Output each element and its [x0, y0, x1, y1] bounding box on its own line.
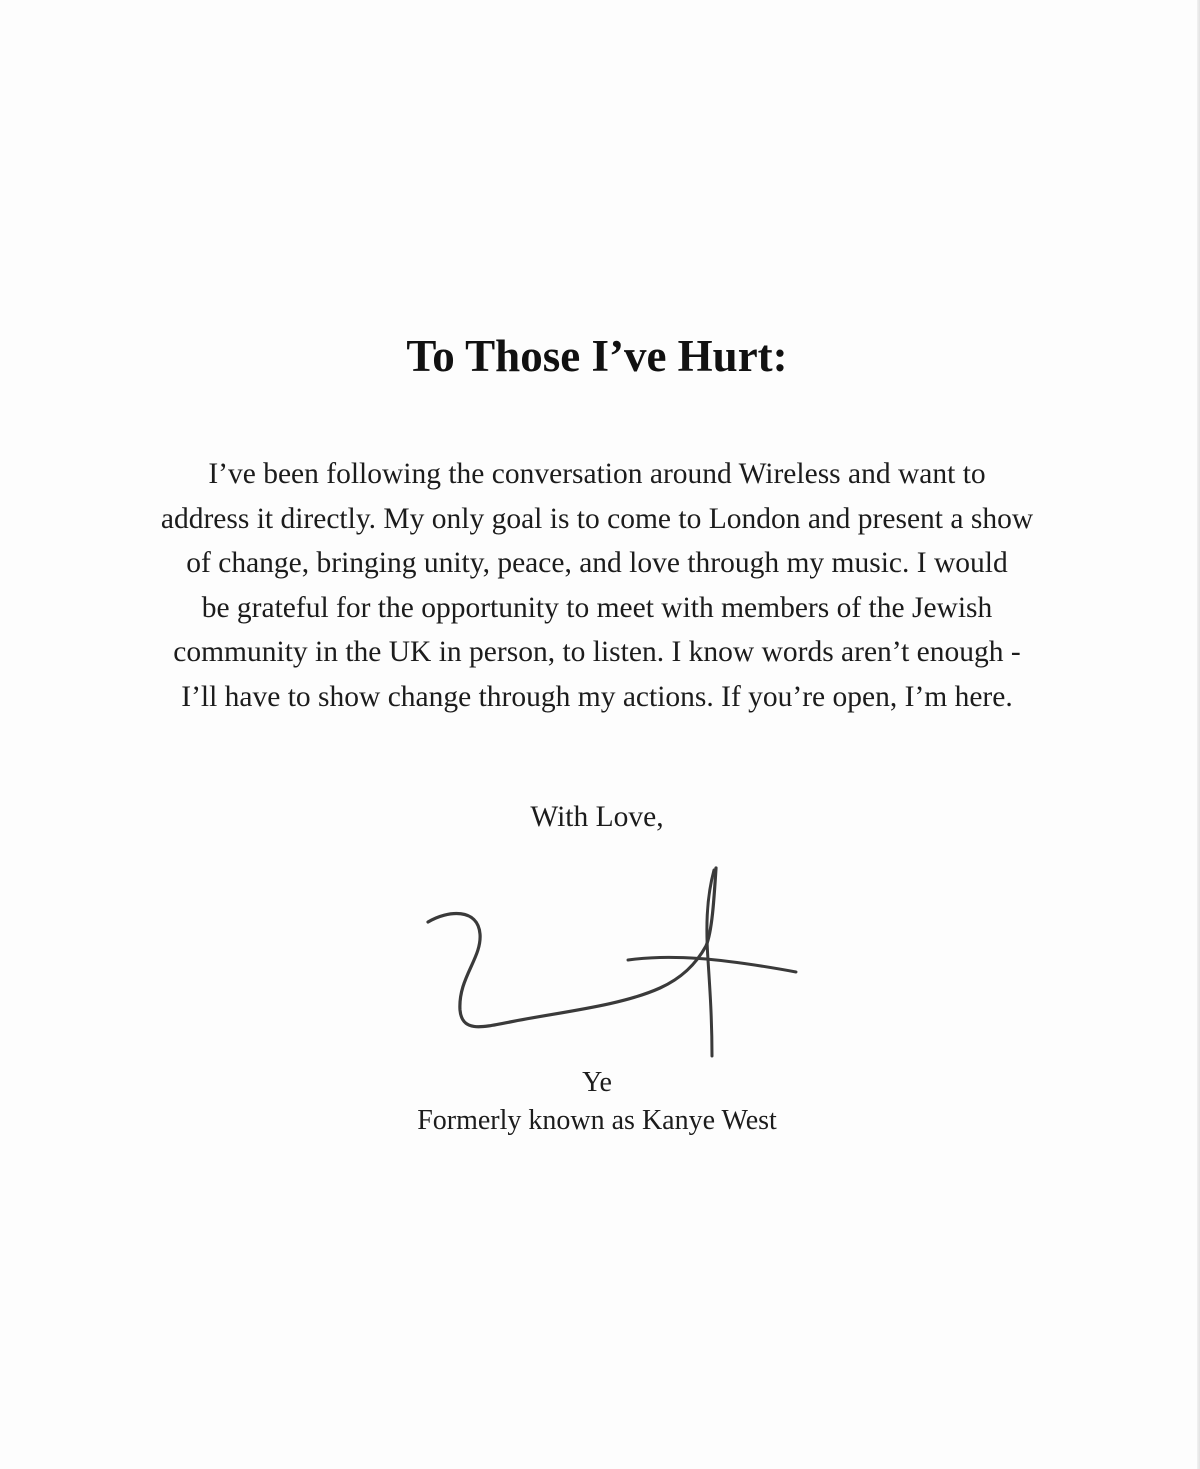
body-line: I’ll have to show change through my actions. If you’re open, I’m here. — [181, 680, 1013, 713]
body-line: community in the UK in person, to listen. I know words aren’t enough - — [173, 636, 1021, 669]
letter-title: To Those I’ve Hurt: — [406, 331, 788, 381]
handwritten-signature — [420, 860, 810, 1060]
body-line: address it directly. My only goal is to come to London and present a show — [160, 502, 1034, 535]
signer-note: Formerly known as Kanye West — [417, 1105, 777, 1136]
signer-name: Ye — [582, 1067, 612, 1098]
letter-body — [80, 452, 1114, 720]
body-line: I’ve been following the conversation around Wireless and want to — [208, 458, 986, 490]
body-line: of change, bringing unity, peace, and love through my music. I would — [186, 547, 1008, 580]
letter-closing: With Love, — [530, 801, 664, 833]
body-line: be grateful for the opportunity to meet with members of the Jewish — [201, 591, 993, 624]
